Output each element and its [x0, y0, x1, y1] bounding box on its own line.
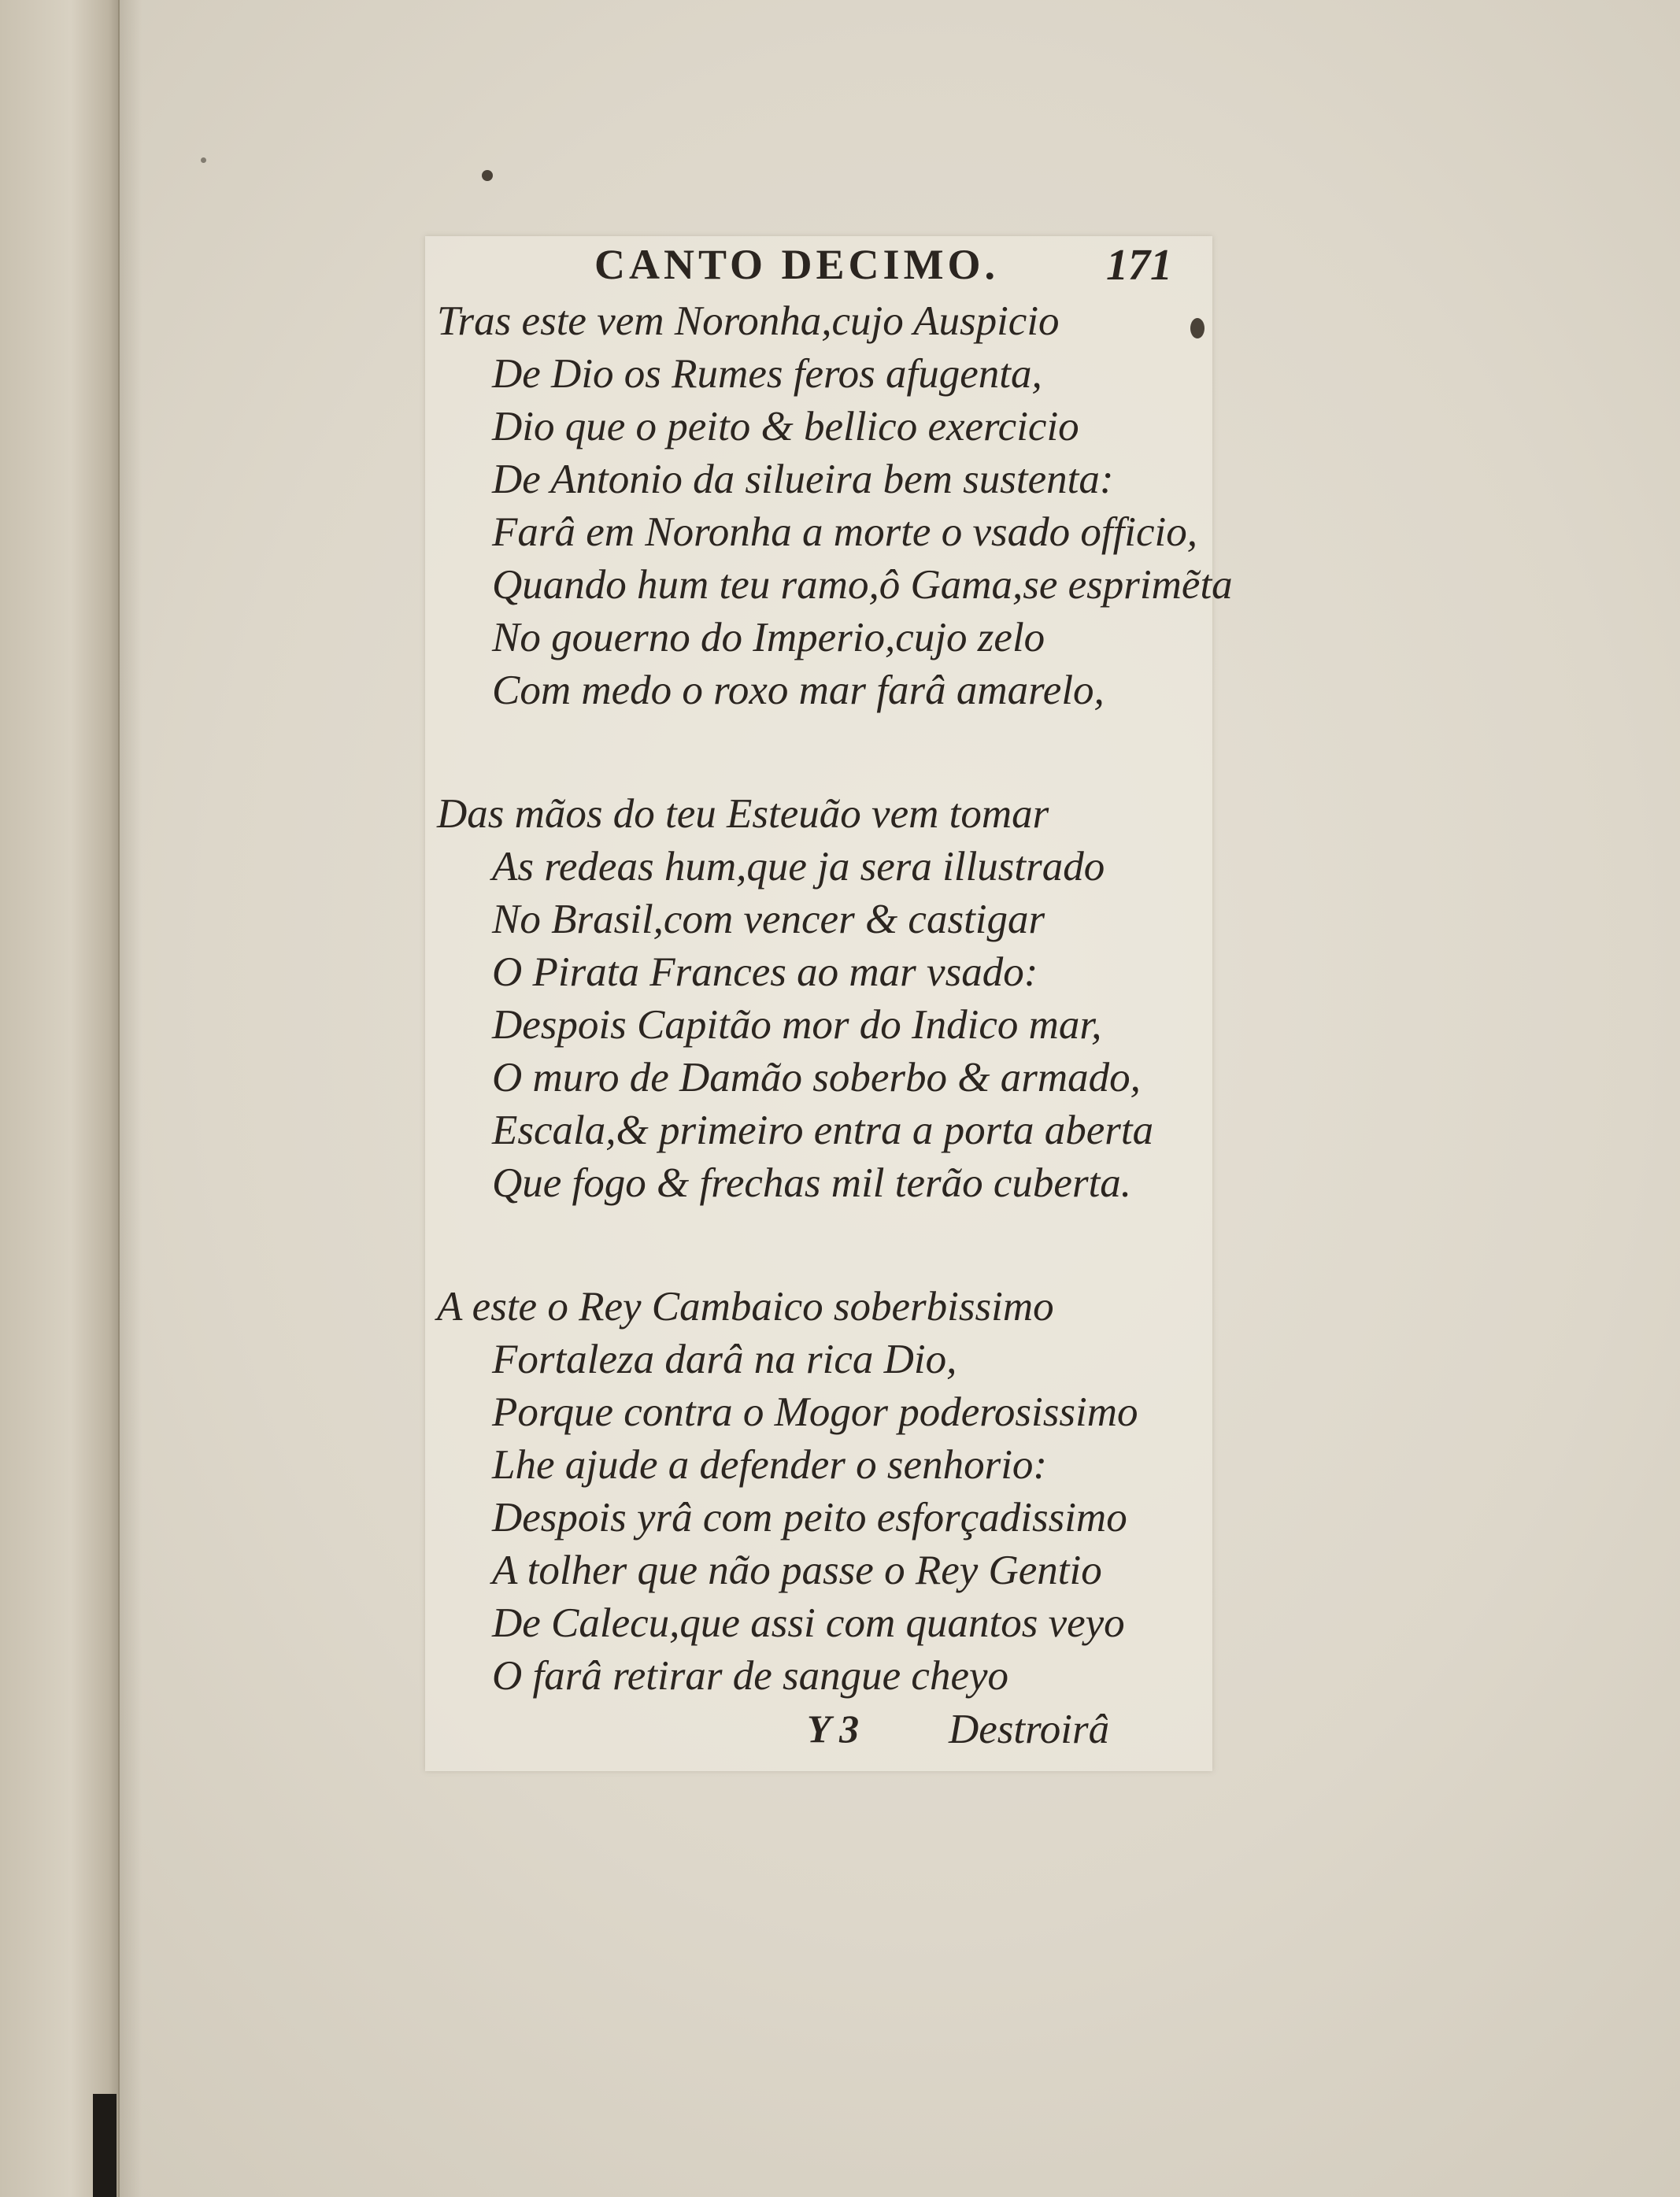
- verse-line: Farâ em Noronha a morte o vsado officio,: [492, 509, 1198, 555]
- verse-line: De Antonio da silueira bem sustenta:: [492, 457, 1114, 502]
- verse-line: Dio que o peito & bellico exercicio: [492, 404, 1079, 449]
- verse-line: O Pirata Frances ao mar vsado:: [492, 949, 1038, 995]
- ink-speck: [482, 170, 493, 181]
- stanza: [437, 1281, 1208, 1703]
- ink-speck: [201, 157, 206, 163]
- verse-line: Porque contra o Mogor poderosissimo: [492, 1389, 1138, 1435]
- verse-line: Quando hum teu ramo,ô Gama,se esprimẽta: [492, 562, 1233, 608]
- verse-line: A este o Rey Cambaico soberbissimo: [437, 1284, 1054, 1330]
- verse-line: Tras este vem Noronha,cujo Auspicio: [437, 298, 1060, 344]
- signature-mark: Y 3: [807, 1707, 860, 1751]
- verse-line: O muro de Damão soberbo & armado,: [492, 1055, 1141, 1100]
- verse-line: Lhe ajude a defender o senhorio:: [492, 1442, 1048, 1488]
- stanza: [437, 788, 1208, 1210]
- facing-page-edge: [0, 0, 120, 2197]
- verse-line: As redeas hum,que ja sera illustrado: [492, 844, 1105, 890]
- gutter-shadow: [118, 0, 142, 2197]
- verse-line: Fortaleza darâ na rica Dio,: [492, 1337, 957, 1382]
- verse-line: De Calecu,que assi com quantos veyo: [492, 1600, 1125, 1646]
- verse-line: No Brasil,com vencer & castigar: [492, 897, 1045, 942]
- verse-line: No gouerno do Imperio,cujo zelo: [492, 615, 1045, 660]
- verse-line: A tolher que não passe o Rey Gentio: [492, 1548, 1102, 1593]
- folio-number: 171: [1106, 241, 1172, 290]
- verse-line: Despois Capitão mor do Indico mar,: [492, 1002, 1102, 1048]
- verse-line: O farâ retirar de sangue cheyo: [492, 1653, 1009, 1699]
- running-head-title: CANTO DECIMO.: [594, 241, 1000, 288]
- verse-line: Das mãos do teu Esteuão vem tomar: [437, 791, 1049, 837]
- binding-spine: [93, 2094, 117, 2197]
- verse-line: Escala,& primeiro entra a porta aberta: [492, 1108, 1154, 1153]
- verse-line: Que fogo & frechas mil terão cuberta.: [492, 1160, 1132, 1206]
- poem-text-block: [437, 240, 1233, 1758]
- verse-line: Despois yrâ com peito esforçadissimo: [492, 1495, 1127, 1540]
- catchword: Destroirâ: [949, 1707, 1110, 1752]
- verse-line: Com medo o roxo mar farâ amarelo,: [492, 668, 1105, 713]
- stanza: [437, 295, 1233, 717]
- running-head: [437, 240, 1208, 295]
- page-footer: [437, 1703, 1208, 1758]
- verse-line: De Dio os Rumes feros afugenta,: [492, 351, 1042, 397]
